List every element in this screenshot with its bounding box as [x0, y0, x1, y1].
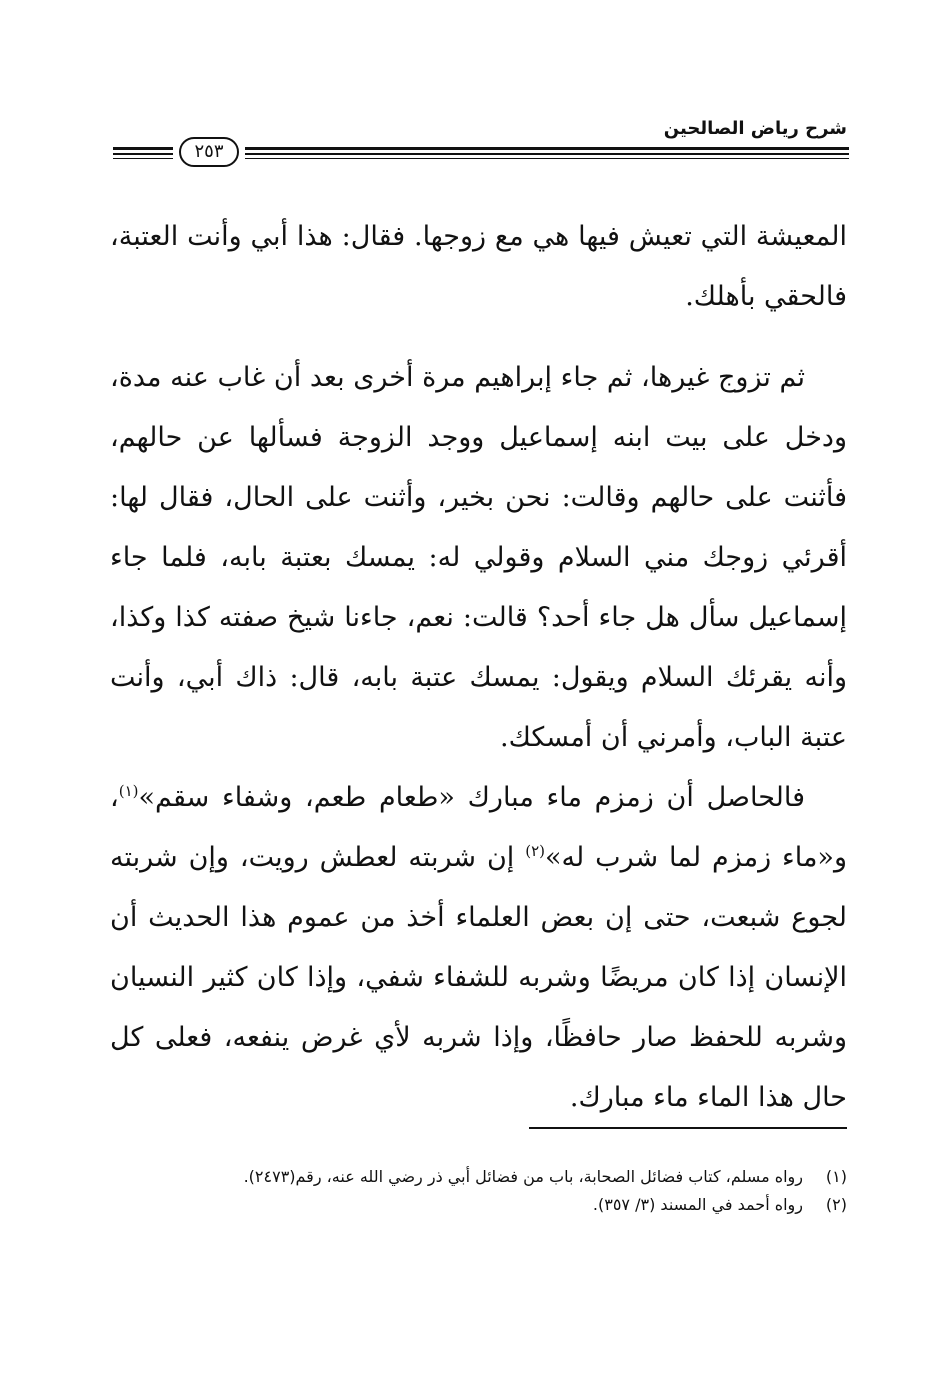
paragraph-3-part-c: إن شربته لعطش رويت، وإن شربته لجوع شبعت، حتى إن بعض العلماء أخذ من عموم هذا الحديث أن الإنسان إذا كان مريضًا وشربه للشفاء شفي، وإذا كان كثير النسيان وشربه للحفظ صار حافظًا، وإذا شربه لأي غرض ينفعه، فعلى كل حال هذا الماء ماء مبارك.	[110, 842, 847, 1113]
header-rule	[245, 147, 849, 150]
footnote-text: رواه مسلم، كتاب فضائل الصحابة، باب من فضائل أبي ذر رضي الله عنه، رقم(٢٤٧٣).	[243, 1167, 803, 1186]
book-title: شرح رياض الصالحين	[663, 118, 847, 139]
footnote-ref-1: (١)	[118, 782, 139, 800]
paragraph-3-part-a: فالحاصل أن زمزم ماء مبارك «طعام طعم، وشفاء سقم»	[138, 782, 805, 813]
footnote-item	[113, 1163, 847, 1191]
header-rule	[245, 158, 849, 159]
header-rule-short	[113, 153, 173, 155]
footnote-separator	[529, 1127, 847, 1129]
paragraph-1: المعيشة التي تعيش فيها هي مع زوجها. فقال: هذا أبي وأنت العتبة، فالحقي بأهلك.	[110, 221, 847, 312]
paragraph-2: ثم تزوج غيرها، ثم جاء إبراهيم مرة أخرى بعد أن غاب عنه مدة، ودخل على بيت ابنه إسماعيل ووجد الزوجة فسألها عن حالهم، فأثنت على حالهم وقالت: نحن بخير، وأثنت على الحال، فقال لها: أقرئي زوجك مني السلام وقولي له: يمسك بعتبة بابه، فلما جاء إسماعيل سأل هل جاء أحد؟ قالت: نعم، جاءنا شيخ صفته كذا وكذا، وأنه يقرئك السلام ويقول: يمسك عتبة بابه، قال: ذاك أبي، وأنت عتبة الباب، وأمرني أن أمسكك.	[110, 362, 847, 753]
paragraph-3-part-b: ، و«ماء زمزم لما شرب له»	[110, 782, 847, 873]
footnote-ref-2: (٢)	[525, 842, 545, 860]
page-number: ٢٥٣	[179, 137, 239, 167]
footnotes	[113, 1163, 847, 1219]
footnote-item	[113, 1191, 847, 1219]
paragraph-3	[110, 768, 847, 1128]
header-rule	[245, 153, 849, 155]
footnote-number: (٢)	[825, 1195, 847, 1214]
header-rule-short	[113, 147, 173, 150]
page-header	[113, 112, 849, 172]
footnote-text: رواه أحمد في المسند (٣/ ٣٥٧).	[592, 1195, 803, 1214]
header-rule-short	[113, 158, 173, 159]
footnote-number: (١)	[825, 1167, 847, 1186]
